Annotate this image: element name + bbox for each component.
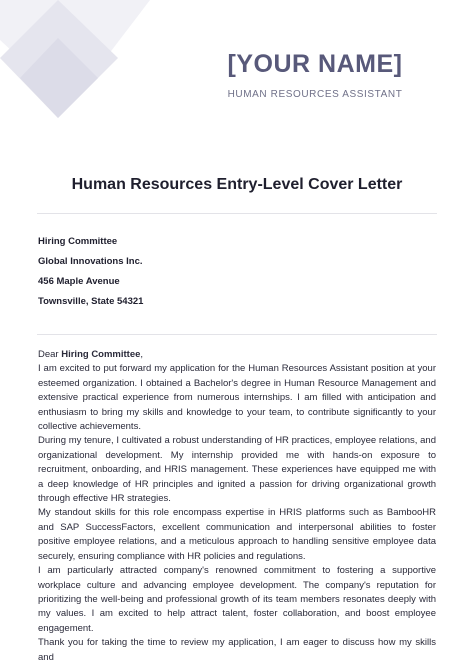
applicant-job-title: HUMAN RESOURCES ASSISTANT (227, 89, 403, 100)
recipient-line-4: Townsville, State 54321 (38, 296, 144, 307)
paragraph-5: Thank you for taking the time to review my application, I am eager to discuss how my skills and (38, 637, 436, 663)
document-title: Human Resources Entry-Level Cover Letter (71, 176, 403, 193)
divider-top (37, 213, 437, 214)
salutation-name: Hiring Committee (61, 349, 141, 360)
recipient-line-2: Global Innovations Inc. (38, 256, 143, 267)
paragraph-2: During my tenure, I cultivated a robust understanding of HR practices, employee relations, and organizational development. My internship provided me with hands-on exposure to recruitment, onboarding, and HRIS management. These experiences have equipped me with a deep knowledge of HR principles and ignited a passion for driving organizational growth through effective HR strategies. (38, 435, 436, 505)
letter-body (38, 348, 436, 665)
divider-bottom (37, 334, 437, 335)
decorative-diamond-shapes (0, 0, 170, 150)
paragraph-1: I am excited to put forward my application for the Human Resources Assistant position at your esteemed organization. I obtained a Bachelor's degree in Human Resource Management and extensive practical experience from numerous internships. I am filled with anticipation and enthusiasm to bring my skills and knowledge to your team, to contribute significantly to your collective achievements. (38, 363, 436, 433)
paragraph-3: My standout skills for this role encompass expertise in HRIS platforms such as BambooHR and SAP SuccessFactors, excellent communication and interpersonal abilities to foster positive employee relations, and a meticulous approach to handling sensitive employee data securely, ensuring compliance with HR policies and regulations. (38, 507, 436, 562)
salutation: Dear Hiring Committee, (38, 349, 144, 360)
applicant-name: [YOUR NAME] (227, 50, 403, 78)
recipient-line-3: 456 Maple Avenue (38, 276, 120, 287)
paragraph-4: I am particularly attracted company's renowned commitment to fostering a supportive workplace culture and advancing employee development. The company's reputation for prioritizing the well-being and professional growth of its team members resonates deeply with my values. I am excited to help attract talent, foster collaboration, and boost employee engagement. (38, 565, 436, 634)
recipient-line-1: Hiring Committee (38, 236, 118, 247)
